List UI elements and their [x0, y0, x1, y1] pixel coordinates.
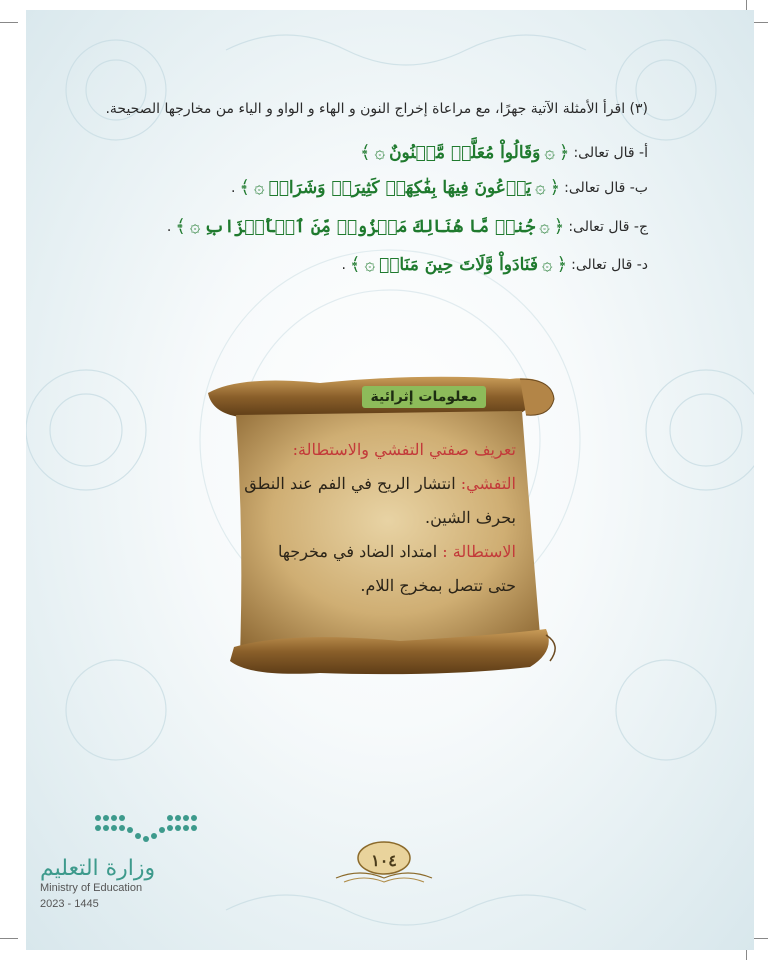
verse-open-bracket: ﴿ — [553, 216, 565, 237]
verse-open-bracket: ﴿ — [558, 142, 570, 163]
verse-close-bracket: ﴾ — [239, 177, 250, 198]
ministry-logo-icon — [92, 812, 204, 846]
example-d — [341, 254, 648, 275]
verse-mark-icon: ۞ — [364, 254, 375, 275]
ministry-name-english: Ministry of Education — [40, 882, 143, 894]
verse-mark-icon: ۞ — [544, 142, 555, 163]
verse-open-bracket: ﴿ — [549, 177, 561, 198]
verse-mark-icon: ۞ — [535, 177, 546, 198]
term-istitala: الاستطالة : — [442, 542, 516, 561]
verse-close-bracket: ﴾ — [359, 142, 371, 163]
example-suffix: . — [341, 256, 346, 273]
example-prefix: أ- قال تعالى: — [573, 144, 648, 161]
definition-text: انتشار الريح في الفم عند النطق — [244, 474, 456, 493]
definition-2-line-2: حتى تتصل بمخرج اللام. — [360, 576, 516, 595]
ministry-name-arabic: وزارة التعليم — [40, 856, 156, 881]
exercise-instruction: (٣) اقرأ الأمثلة الآتية جهرًا، مع مراعاة إخراج النون و الهاء و الواو و الياء من مخارجها الصحيحة. — [105, 101, 648, 117]
example-c — [167, 216, 648, 237]
definition-1-line-2: بحرف الشين. — [425, 508, 516, 527]
definition-text: امتداد الضاد في مخرجها — [278, 542, 438, 561]
example-prefix: ج- قال تعالى: — [568, 218, 648, 235]
verse-text: فَنَادَواْ وَّلَاتَ حِينَ مَنَاصٖ — [379, 254, 539, 275]
example-suffix: . — [230, 179, 236, 196]
enrichment-heading: تعريف صفتي التفشي والاستطالة: — [292, 440, 516, 459]
verse-mark-icon: ۞ — [189, 216, 201, 237]
verse-mark-icon: ۞ — [253, 177, 265, 198]
term-tafashi: التفشي: — [460, 474, 516, 493]
verse-close-bracket: ﴾ — [349, 254, 361, 275]
enrichment-label: معلومات إثرائية — [362, 386, 486, 408]
example-suffix: . — [166, 218, 172, 235]
verse-text: جُندٞ مَّا هُنَالِكَ مَهۡزُومٞ مِّنَ ٱلۡأَحۡزَابِ — [204, 217, 536, 237]
example-b — [231, 177, 648, 198]
verse-mark-icon: ۞ — [542, 254, 553, 275]
verse-mark-icon: ۞ — [374, 142, 386, 163]
verse-open-bracket: ﴿ — [556, 254, 568, 275]
edition-year: 2023 - 1445 — [40, 898, 99, 910]
verse-text: وَقَالُواْ مُعَلَّمٞ مَّجۡنُونٌ — [389, 142, 541, 163]
verse-mark-icon: ۞ — [539, 216, 550, 237]
example-prefix: د- قال تعالى: — [571, 256, 648, 273]
verse-close-bracket: ﴾ — [175, 216, 186, 237]
example-prefix: ب- قال تعالى: — [564, 179, 648, 196]
verse-text: يَدۡعُونَ فِيهَا بِفَٰكِهَةٖ كَثِيرَةٖ وَشَرَابٖ — [268, 177, 532, 198]
definition-2-line-1 — [216, 542, 516, 561]
page-number: ١٠٤ — [371, 850, 397, 870]
example-a — [356, 142, 648, 163]
definition-1-line-1 — [216, 474, 516, 493]
